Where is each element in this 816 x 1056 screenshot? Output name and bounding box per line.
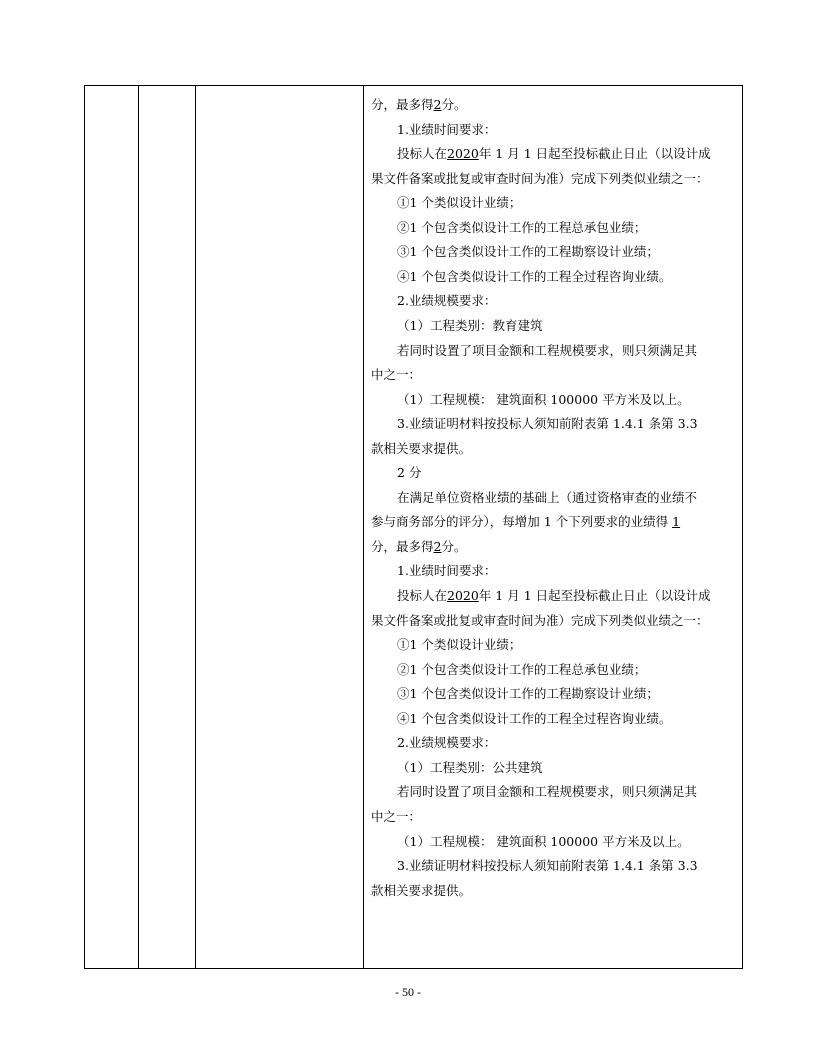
underlined-value: 2 — [433, 97, 442, 112]
text-line — [363, 338, 742, 364]
text-line — [363, 313, 742, 339]
column-divider — [138, 86, 139, 968]
text-line — [363, 558, 742, 584]
text-segment: ①1 个类似设计业绩； — [397, 637, 522, 653]
text-line — [363, 387, 742, 413]
text-segment: （1）工程规模： 建筑面积 100000 平方米及以上。 — [397, 833, 690, 849]
text-segment: 分，最多得 — [371, 538, 434, 554]
text-segment: 2.业绩规模要求： — [397, 735, 497, 751]
text-line — [363, 730, 742, 756]
column-divider — [195, 86, 196, 968]
text-segment: 2.业绩规模要求： — [397, 293, 497, 309]
text-line — [363, 485, 742, 511]
text-segment: （1）工程类别：教育建筑 — [397, 317, 543, 333]
text-segment: 2 分 — [397, 465, 422, 481]
text-segment: 中之一： — [371, 808, 422, 824]
text-segment: 分。 — [441, 538, 467, 554]
text-segment: 若同时设置了项目金额和工程规模要求，则只须满足其 — [397, 342, 698, 358]
text-line — [363, 583, 742, 609]
text-segment: 3.业绩证明材料按投标人须知前附表第 1.4.1 条第 3.3 — [397, 858, 698, 874]
text-segment: （1）工程类别：公共建筑 — [397, 759, 543, 775]
text-line — [363, 657, 742, 683]
text-line — [363, 166, 742, 192]
text-segment: 果文件备案或批复或审查时间为准）完成下列类似业绩之一： — [371, 612, 709, 628]
text-line — [363, 190, 742, 216]
text-line — [363, 608, 742, 634]
text-line — [363, 239, 742, 265]
text-line — [363, 853, 742, 879]
text-line — [363, 362, 742, 388]
criteria-cell — [363, 86, 742, 968]
text-segment: ④1 个包含类似设计工作的工程全过程咨询业绩。 — [397, 268, 672, 284]
text-segment: 投标人在 — [397, 146, 448, 162]
text-segment: 果文件备案或批复或审查时间为准）完成下列类似业绩之一： — [371, 170, 709, 186]
page-number: - 50 - — [395, 985, 421, 999]
underlined-value: 2 — [433, 538, 442, 554]
underlined-value: 2020 — [447, 146, 479, 162]
text-segment: 年 1 月 1 日起至投标截止日止（以设计成 — [478, 146, 711, 162]
text-line — [363, 509, 742, 535]
text-segment: 投标人在 — [397, 588, 448, 603]
text-segment: 年 1 月 1 日起至投标截止日止（以设计成 — [478, 588, 711, 603]
text-line — [363, 264, 742, 290]
text-segment: 中之一： — [371, 367, 422, 383]
text-segment: 款相关要求提供。 — [371, 882, 472, 898]
text-segment: 款相关要求提供。 — [371, 440, 472, 456]
text-line — [363, 804, 742, 830]
text-line — [363, 534, 742, 560]
text-segment: 在满足单位资格业绩的基础上（通过资格审查的业绩不 — [397, 489, 698, 505]
text-line — [363, 829, 742, 855]
text-segment: ①1 个类似设计业绩； — [397, 195, 522, 211]
text-line — [363, 632, 742, 658]
text-segment: ③1 个包含类似设计工作的工程勘察设计业绩； — [397, 686, 659, 702]
text-segment: ③1 个包含类似设计工作的工程勘察设计业绩； — [397, 244, 659, 260]
text-segment: ②1 个包含类似设计工作的工程总承包业绩； — [397, 219, 647, 235]
text-line — [363, 117, 742, 143]
underlined-value: 2020 — [447, 588, 479, 603]
text-line — [363, 436, 742, 462]
text-line — [363, 878, 742, 904]
underlined-value: 1 — [672, 514, 681, 530]
text-line — [363, 215, 742, 241]
text-line — [363, 706, 742, 732]
text-segment: 参与商务部分的评分），每增加 1 个下列要求的业绩得 — [371, 514, 673, 530]
text-line — [363, 411, 742, 437]
scoring-table — [84, 85, 743, 969]
text-segment: 3.业绩证明材料按投标人须知前附表第 1.4.1 条第 3.3 — [397, 416, 698, 432]
text-line — [363, 755, 742, 781]
text-segment: 1.业绩时间要求： — [397, 563, 497, 579]
text-segment: 1.业绩时间要求： — [397, 121, 497, 137]
text-line — [363, 460, 742, 486]
text-line — [363, 92, 742, 118]
text-segment: ②1 个包含类似设计工作的工程总承包业绩； — [397, 661, 647, 677]
text-line — [363, 681, 742, 707]
text-segment: ④1 个包含类似设计工作的工程全过程咨询业绩。 — [397, 710, 672, 726]
text-line — [363, 141, 742, 167]
text-segment: 若同时设置了项目金额和工程规模要求，则只须满足其 — [397, 784, 698, 800]
text-segment: （1）工程规模： 建筑面积 100000 平方米及以上。 — [397, 391, 690, 407]
text-line — [363, 779, 742, 805]
text-segment: 分。 — [441, 97, 467, 112]
text-segment: 分，最多得 — [371, 97, 434, 112]
text-line — [363, 288, 742, 314]
